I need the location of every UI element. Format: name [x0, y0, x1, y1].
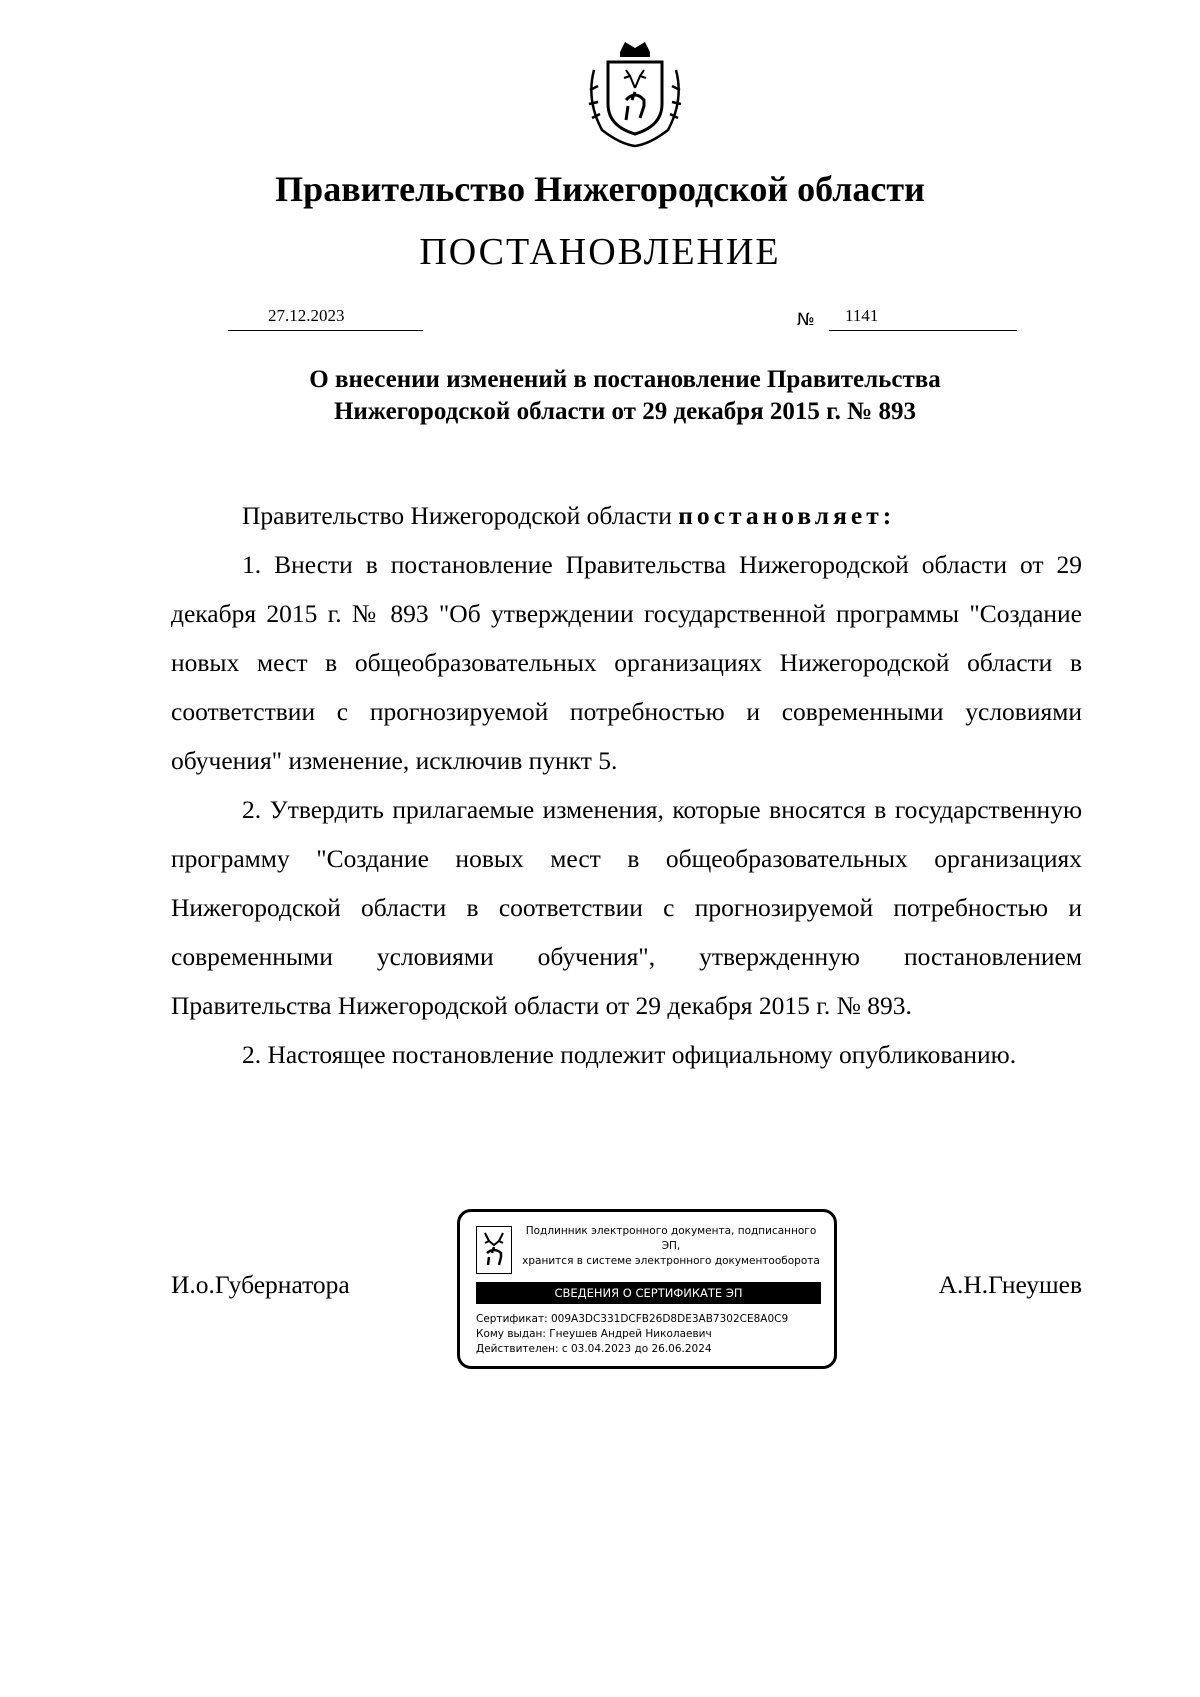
number-field: [829, 306, 1017, 331]
certificate-details: [476, 1312, 788, 1357]
organization-name: Правительство Нижегородской области: [275, 169, 925, 209]
certificate-number: Сертификат: 009A3DC331DCFB26D8DE3AB7302CE8A0C9: [476, 1313, 789, 1325]
document-number: 1141: [845, 306, 879, 325]
document-body: [171, 491, 1082, 1079]
document-date: 27.12.2023: [268, 306, 345, 325]
certificate-info-bar: СВЕДЕНИЯ О СЕРТИФИКАТЕ ЭП: [476, 1282, 821, 1304]
deer-emblem-icon: [476, 1226, 512, 1274]
date-field: [228, 306, 423, 331]
document-title: [0, 364, 1200, 428]
signatory-position: И.о.Губернатора: [171, 1270, 350, 1299]
signatory-name: А.Н.Гнеушев: [938, 1270, 1082, 1299]
coat-of-arms-emblem: [580, 40, 690, 150]
electronic-signature-stamp: [457, 1209, 837, 1369]
certificate-validity: Действителен: с 03.04.2023 до 26.06.2024: [476, 1343, 712, 1355]
item-3-paragraph: 2. Настоящее постановление подлежит официальному опубликованию.: [242, 1040, 1017, 1069]
title-line-2: Нижегородской области от 29 декабря 2015 г. № 893: [333, 398, 917, 425]
number-sign: №: [797, 310, 815, 330]
stamp-header-line-1: Подлинник электронного документа, подписанного ЭП,: [525, 1225, 817, 1252]
intro-verb: постановляет:: [678, 501, 896, 530]
stamp-header-line-2: хранится в системе электронного документооборота: [522, 1255, 820, 1267]
document-type: ПОСТАНОВЛЕНИЕ: [419, 231, 781, 273]
title-line-1: О внесении изменений в постановление Правительства: [309, 366, 941, 393]
intro-paragraph: [171, 491, 1082, 540]
item-1-paragraph: 1. Внести в постановление Правительства Нижегородской области от 29 декабря 2015 г. № 893 "Об утверждении государственной программы "Создание новых мест в общеобразовательных организациях Нижегородской области в соответствии с прогнозируемой потребностью и современными условиями обучения" изменение, исключив пункт 5.: [171, 550, 1082, 775]
intro-prefix: Правительство Нижегородской области: [242, 501, 672, 530]
stamp-header: [516, 1224, 826, 1269]
item-2-paragraph: 2. Утвердить прилагаемые изменения, которые вносятся в государственную программу "Создание новых мест в общеобразовательных организациях Нижегородской области в соответствии с прогнозируемой потребностью и современными условиями обучения", утвержденную постановлением Правительства Нижегородской области от 29 декабря 2015 г. № 893.: [171, 795, 1082, 1020]
certificate-owner: Кому выдан: Гнеушев Андрей Николаевич: [476, 1328, 712, 1340]
